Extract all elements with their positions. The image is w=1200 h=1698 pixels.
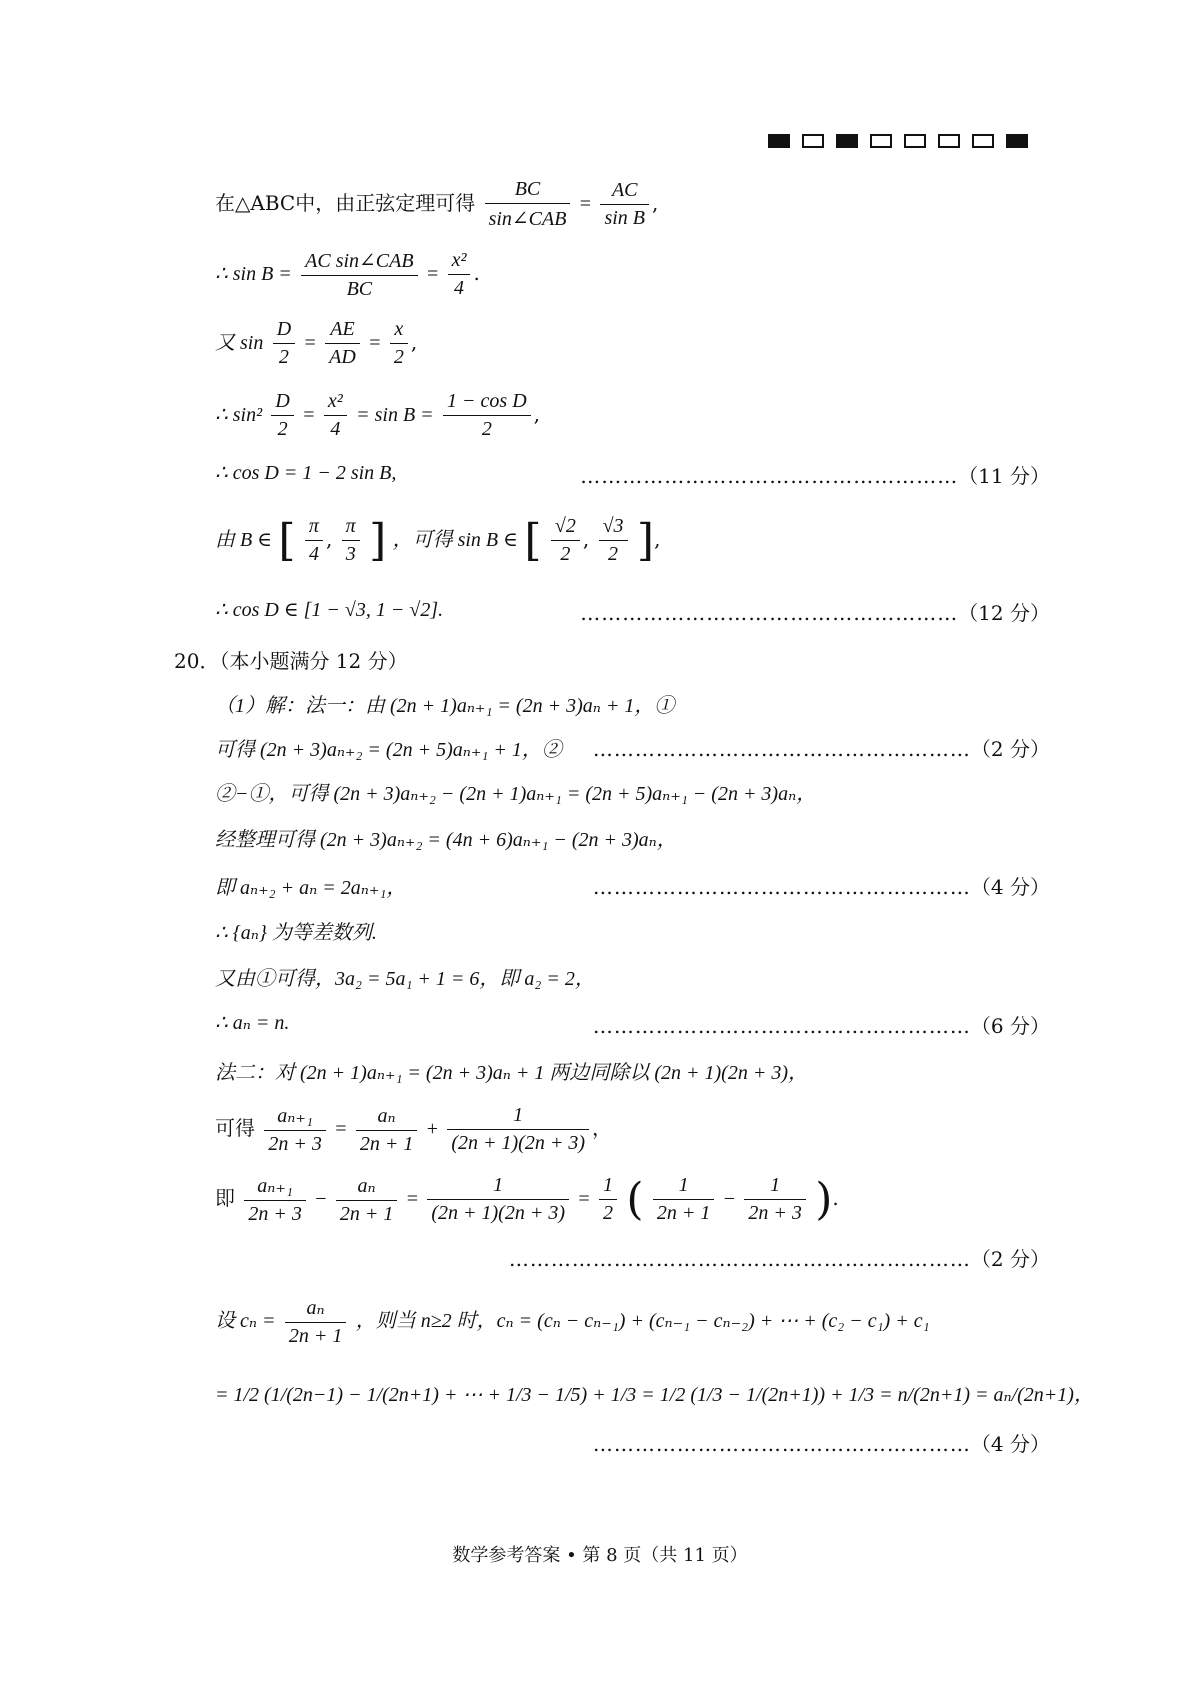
dot-leader: ………………………………………………: [592, 737, 971, 761]
dot-leader: ………………………………………………: [592, 875, 971, 899]
score-label: （2 分）: [970, 1247, 1050, 1271]
dot-leader: …………………………………………………………: [508, 1247, 971, 1271]
line-sin2D2: ∴ sin² $\frac{D}{2}$ = $\frac{\text{x²}}{4}$ = sin B = $\frac{\text{1 − cos D}}{2}$ ,: [215, 390, 540, 440]
fraction: [600, 179, 649, 230]
numerator: 1: [744, 1174, 806, 1200]
numerator: AC: [600, 179, 649, 205]
mark-empty: [802, 134, 824, 148]
fraction: [599, 515, 628, 566]
numerator: aₙ: [336, 1173, 398, 1201]
mark-empty: [938, 134, 960, 148]
text: 在△ABC中，由正弦定理可得: [215, 191, 476, 215]
mark-filled: [768, 134, 790, 148]
denominator: 2n + 1: [339, 1203, 394, 1225]
line-s6: ∴ {aₙ} 为等差数列.: [215, 922, 377, 944]
fraction: [336, 1173, 398, 1226]
score-label: （11 分）: [958, 464, 1050, 488]
numerator: AC sin∠CAB: [301, 248, 417, 276]
denominator: 2n + 3: [748, 1202, 802, 1224]
score-11: [580, 460, 1050, 489]
line-s8: ∴ aₙ = n.: [215, 1012, 290, 1034]
fraction: [447, 1104, 589, 1155]
line-s12: [215, 1295, 930, 1348]
dot-leader: ………………………………………………: [592, 1014, 971, 1038]
mark-empty: [870, 134, 892, 148]
line-s5: 即 aₙ₊₂ + aₙ = 2aₙ₊₁，: [215, 877, 407, 899]
numerator: 1: [653, 1174, 715, 1200]
denominator: 4: [308, 543, 319, 565]
numerator: √3: [599, 515, 628, 541]
denominator: 2: [278, 346, 289, 368]
score-label: （4 分）: [970, 875, 1050, 899]
text: ∴ sin B =: [215, 263, 292, 285]
denominator: (2n + 1)(2n + 3): [431, 1202, 565, 1224]
numerator: 1: [447, 1104, 589, 1130]
text: ，则当 n≥2 时，cₙ = (cₙ − cₙ₋₁) + (cₙ₋₁ − cₙ₋₂) + ⋯ + (c₂ − c₁) + c₁: [355, 1310, 930, 1332]
line-sinB: ∴ sin B = $\frac{\text{AC sin∠CAB}}{BC}$ = $\frac{\text{x²}}{4}$ .: [215, 249, 480, 300]
denominator: 2n + 3: [268, 1133, 322, 1155]
numerator: √2: [551, 515, 580, 541]
fraction: [244, 1173, 306, 1226]
score-4b: [593, 1428, 1050, 1457]
numerator: 1: [599, 1174, 617, 1200]
denominator: 2n + 3: [248, 1203, 302, 1225]
dot-leader: ………………………………………………: [580, 601, 959, 625]
numerator: π: [342, 515, 360, 541]
fraction: [285, 1295, 347, 1348]
denominator: sin∠CAB: [488, 208, 567, 230]
fraction: [551, 515, 580, 566]
line-B-range: 由 B ∈ [ $\frac{\pi}{4}$ , $\frac{\pi}{3}$ ] ，可得 sin B ∈ [ $\frac{√2}{2}$ , $\frac{√3}{2}$ ],: [215, 515, 661, 566]
line-s2: 可得 (2n + 3)aₙ₊₂ = (2n + 5)aₙ₊₁ + 1，②: [215, 739, 562, 761]
score-label: （6 分）: [970, 1014, 1050, 1038]
mark-empty: [904, 134, 926, 148]
line-s11: 即 $\frac{\text{aₙ₊₁}}{2n + 3}$ − $\frac{\text{aₙ}}{2n + 1}$ = $\frac{1}{(2n + 1)(2n + 3)}$ = $\frac{1}{2}$ ( $\frac{1}{2n + 1}$ − $\frac{1}{2n + 3}$ ).: [215, 1174, 839, 1225]
fraction: [448, 249, 471, 300]
numerator: aₙ: [356, 1103, 418, 1131]
fraction: [264, 1103, 326, 1156]
numerator: x: [390, 318, 408, 344]
fraction: [443, 390, 531, 441]
score-4a: [593, 871, 1050, 900]
score-2b: [509, 1243, 1050, 1272]
text: 由 B ∈: [215, 529, 273, 551]
line-sine-rule: 在△ABC中，由正弦定理可得 $\frac{BC}{\text{sin∠CAB}}$ = $\frac{AC}{\text{sin B}}$ ,: [215, 178, 659, 230]
score-label: （2 分）: [970, 737, 1050, 761]
numerator: AE: [325, 318, 360, 344]
page-footer: 数学参考答案 • 第 8 页（共 11 页）: [452, 1545, 748, 1566]
text: = sin B =: [356, 404, 434, 426]
dot-leader: ………………………………………………: [592, 1432, 971, 1456]
fraction: [305, 515, 323, 566]
line-s13: = 1/2 (1/(2n−1) − 1/(2n+1) + ⋯ + 1/3 − 1/5) + 1/3 = 1/2 (1/3 − 1/(2n+1)) + 1/3 = n/(2n+1) = aₙ/(2n+1)，: [215, 1384, 1094, 1406]
fraction: [485, 178, 571, 231]
denominator: 2: [393, 346, 404, 368]
fraction: [653, 1174, 715, 1225]
fraction: [273, 318, 295, 369]
score-12: [580, 597, 1050, 626]
numerator: π: [305, 515, 323, 541]
denominator: 4: [330, 418, 341, 440]
score-2a: [593, 733, 1050, 762]
fraction: [390, 318, 408, 369]
line-s10: 可得 $\frac{\text{aₙ₊₁}}{2n + 3}$ = $\frac{\text{aₙ}}{2n + 1}$ + $\frac{1}{(2n + 1)(2n + 3)}$ ，: [215, 1104, 612, 1155]
numerator: 1 − cos D: [443, 390, 531, 416]
denominator: AD: [329, 346, 356, 368]
mark-empty: [972, 134, 994, 148]
denominator: 2n + 1: [288, 1325, 343, 1347]
text: 又 sin: [215, 332, 264, 354]
denominator: (2n + 1)(2n + 3): [451, 1132, 585, 1154]
line-s1: （1）解：法一：由 (2n + 1)aₙ₊₁ = (2n + 3)aₙ + 1，①: [215, 695, 675, 717]
line-cosD: ∴ cos D = 1 − 2 sin B,: [215, 462, 397, 484]
fraction: [271, 390, 293, 441]
numerator: x²: [448, 249, 471, 275]
numerator: aₙ₊₁: [264, 1103, 326, 1131]
denominator: BC: [346, 278, 373, 300]
score-label: （4 分）: [970, 1432, 1050, 1456]
fraction: [356, 1103, 418, 1156]
fraction: [427, 1174, 569, 1225]
text: 设 cₙ =: [215, 1310, 276, 1332]
denominator: sin B: [604, 207, 645, 229]
score-6: [593, 1010, 1050, 1039]
denominator: 2n + 1: [656, 1202, 711, 1224]
numerator: x²: [324, 390, 347, 416]
line-s9: 法二：对 (2n + 1)aₙ₊₁ = (2n + 3)aₙ + 1 两边同除以 (2n + 1)(2n + 3)，: [215, 1062, 808, 1084]
mark-filled: [836, 134, 858, 148]
fraction: [599, 1174, 617, 1225]
denominator: 3: [345, 543, 356, 565]
numerator: aₙ: [285, 1295, 347, 1323]
line-cosD-range: ∴ cos D ∈ [1 − √3, 1 − √2].: [215, 599, 444, 621]
text: ∴ sin²: [215, 404, 263, 426]
numerator: BC: [485, 178, 571, 204]
denominator: 2: [560, 543, 571, 565]
question-20-header: 20．（本小题满分 12 分）: [174, 649, 408, 673]
fraction: [324, 390, 347, 441]
text: 即: [215, 1186, 235, 1210]
denominator: 2: [603, 1202, 613, 1224]
line-sinD2: 又 sin $\frac{D}{2}$ = $\frac{AE}{AD}$ = $\frac{x}{2}$ ,: [215, 318, 418, 368]
denominator: 4: [454, 277, 465, 299]
line-s4: 经整理可得 (2n + 3)aₙ₊₂ = (4n + 6)aₙ₊₁ − (2n + 3)aₙ，: [215, 829, 677, 851]
numerator: D: [271, 390, 293, 416]
numerator: D: [273, 318, 295, 344]
numerator: 1: [427, 1174, 569, 1200]
numerator: aₙ₊₁: [244, 1173, 306, 1201]
dot-leader: ………………………………………………: [580, 464, 959, 488]
header-marks: [768, 134, 1028, 148]
mark-filled: [1006, 134, 1028, 148]
text: 可得: [215, 1116, 255, 1140]
fraction: [301, 248, 417, 301]
fraction: [325, 318, 360, 369]
score-label: （12 分）: [958, 601, 1050, 625]
fraction: [342, 515, 360, 566]
denominator: 2: [481, 418, 492, 440]
text: ，可得 sin B ∈: [392, 529, 518, 551]
denominator: 2: [277, 418, 288, 440]
line-s3: ②−①，可得 (2n + 3)aₙ₊₂ − (2n + 1)aₙ₊₁ = (2n + 5)aₙ₊₁ − (2n + 3)aₙ，: [215, 783, 817, 805]
fraction: [744, 1174, 806, 1225]
denominator: 2: [608, 543, 619, 565]
line-s7: 又由①可得，3a₂ = 5a₁ + 1 = 6，即 a₂ = 2，: [215, 968, 595, 990]
denominator: 2n + 1: [359, 1133, 414, 1155]
